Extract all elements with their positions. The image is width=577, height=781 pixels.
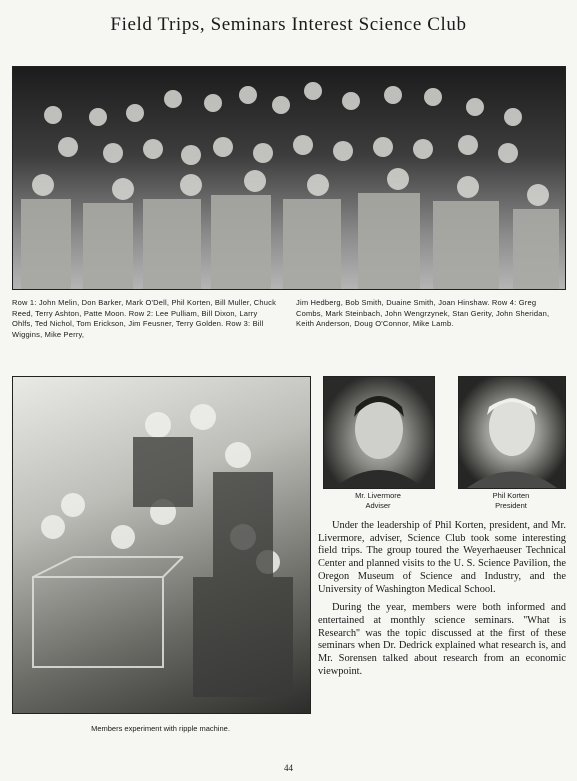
page-number: 44 <box>284 763 293 773</box>
group-photo-figures <box>13 67 565 289</box>
president-label <box>458 491 564 511</box>
adviser-role: Adviser <box>365 501 391 510</box>
adviser-face <box>324 377 434 488</box>
ripple-photo-figures <box>13 377 310 713</box>
group-photo-caption-left: Row 1: John Melin, Don Barker, Mark O'Dell, Phil Korten, Bill Muller, Chuck Reed, Terry Ashton, Patte Moon. Row 2: Lee Pulliam, Bill Dixon, Larry Ohlfs, Ted Nichol, Tom Erickson, Jim Feusner, Terry Golden. Row 3: Bill Wiggins, Mike Perry, <box>12 298 277 339</box>
president-portrait <box>458 376 566 489</box>
president-name: Phil Korten <box>492 491 530 500</box>
group-photo <box>12 66 566 290</box>
adviser-portrait <box>323 376 435 489</box>
ripple-photo-caption: Members experiment with ripple machine. <box>91 724 230 733</box>
ripple-machine-photo <box>12 376 311 714</box>
article-paragraph-1: Under the leadership of Phil Korten, president, and Mr. Livermore, adviser, Science Club took some interesting field trips. The group toured the Weyerhaeuser Technical Center and planned visits to the U. S. Science Pavilion, the Oregon Museum of Science and Industry, and the University of Washington Medical School. <box>318 520 566 595</box>
adviser-label <box>323 491 433 511</box>
president-face <box>459 377 565 488</box>
article-paragraph-2: During the year, members were both informed and entertained at monthly science seminars. ''What is Research'' was the topic discussed at the first of these seminars when Dr. Dedrick explained what research is, and Mr. Sorensen talked about research from an economic viewpoint. <box>318 602 566 677</box>
president-role: President <box>495 501 527 510</box>
article-body <box>318 520 566 684</box>
adviser-name: Mr. Livermore <box>355 491 401 500</box>
group-photo-caption-right: Jim Hedberg, Bob Smith, Duaine Smith, Joan Hinshaw. Row 4: Greg Combs, Mark Steinbach, John Wengrzynek, Stan Gerity, John Sheridan, Keith Anderson, Doug O'Connor, Mike Lamb. <box>296 298 550 328</box>
page-title: Field Trips, Seminars Interest Science Club <box>110 14 467 35</box>
